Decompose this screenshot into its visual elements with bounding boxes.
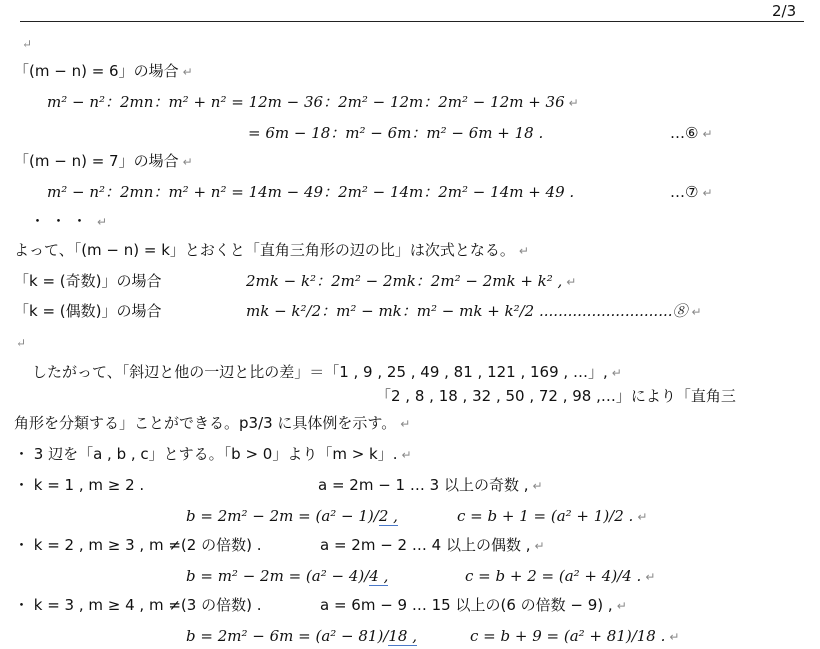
equation-number: …⑦ ↵ (670, 183, 713, 201)
equation-line: c = b + 9 = (a² + 81)/18 . ↵ (470, 627, 680, 645)
text-line: 「2 , 8 , 18 , 32 , 50 , 72 , 98 ,…」により「直角三 (376, 387, 736, 405)
bullet-item: ・ k = 1 , m ≥ 2 . (14, 476, 145, 494)
bullet-item: ・ 3 辺を「a , b , c」とする。「b > 0」より「m > k」. ↵ (14, 445, 412, 463)
equation-number: …⑥ ↵ (670, 124, 713, 142)
equation-line: mk − k²/2：m² − mk：m² − mk + k²/2 ............................⑧ ↵ (246, 302, 702, 320)
equation-line: c = b + 2 = (a² + 4)/4 . ↵ (465, 567, 656, 585)
text-line: 「k = (奇数)」の場合 (14, 272, 162, 290)
paragraph-mark: ↵ (16, 336, 27, 350)
equation-line: a = 2m − 1 … 3 以上の奇数 , ↵ (318, 476, 543, 494)
equation-line: = 6m − 18：m² − 6m：m² − 6m + 18 . (248, 124, 544, 142)
equation-line: m² − n²：2mn：m² + n² = 14m − 49：2m² − 14m：2m² − 14m + 49 . (47, 183, 575, 201)
header-rule (20, 21, 804, 22)
equation-line: b = 2m² − 6m = (a² − 81)/18 , (186, 627, 417, 645)
equation-line: c = b + 1 = (a² + 1)/2 . ↵ (457, 507, 648, 525)
ellipsis-dots: ・・・ ↵ (30, 212, 114, 230)
text-line: 「(m − n) = 7」の場合 ↵ (14, 152, 193, 170)
text-line: したがって、「斜辺と他の一辺と比の差」＝「1 , 9 , 25 , 49 , 81 , 121 , 169 , …」, ↵ (32, 363, 622, 381)
text-line: 「(m − n) = 6」の場合 ↵ (14, 62, 193, 80)
equation-line: 2mk − k²：2m² − 2mk：2m² − 2mk + k² , ↵ (246, 272, 577, 290)
bullet-item: ・ k = 2 , m ≥ 3 , m ≠(2 の倍数) . (14, 536, 262, 554)
paragraph-mark: ↵ (22, 37, 33, 51)
text-line: 角形を分類する」ことができる。p3/3 に具体例を示す。 ↵ (14, 414, 411, 432)
equation-line: m² − n²：2mn：m² + n² = 12m − 36：2m² − 12m：2m² − 12m + 36 ↵ (47, 93, 579, 111)
equation-line: b = 2m² − 2m = (a² − 1)/2 , (186, 507, 398, 525)
equation-line: b = m² − 2m = (a² − 4)/4 , (186, 567, 389, 585)
equation-line: a = 6m − 9 … 15 以上の(6 の倍数 − 9) , ↵ (320, 596, 627, 614)
text-line: 「k = (偶数)」の場合 (14, 302, 162, 320)
page-number: 2/3 (772, 2, 797, 20)
equation-line: a = 2m − 2 … 4 以上の偶数 , ↵ (320, 536, 545, 554)
text-line: よって、「(m − n) = k」とおくと「直角三角形の辺の比」は次式となる。 ↵ (14, 241, 529, 259)
bullet-item: ・ k = 3 , m ≥ 4 , m ≠(3 の倍数) . (14, 596, 262, 614)
